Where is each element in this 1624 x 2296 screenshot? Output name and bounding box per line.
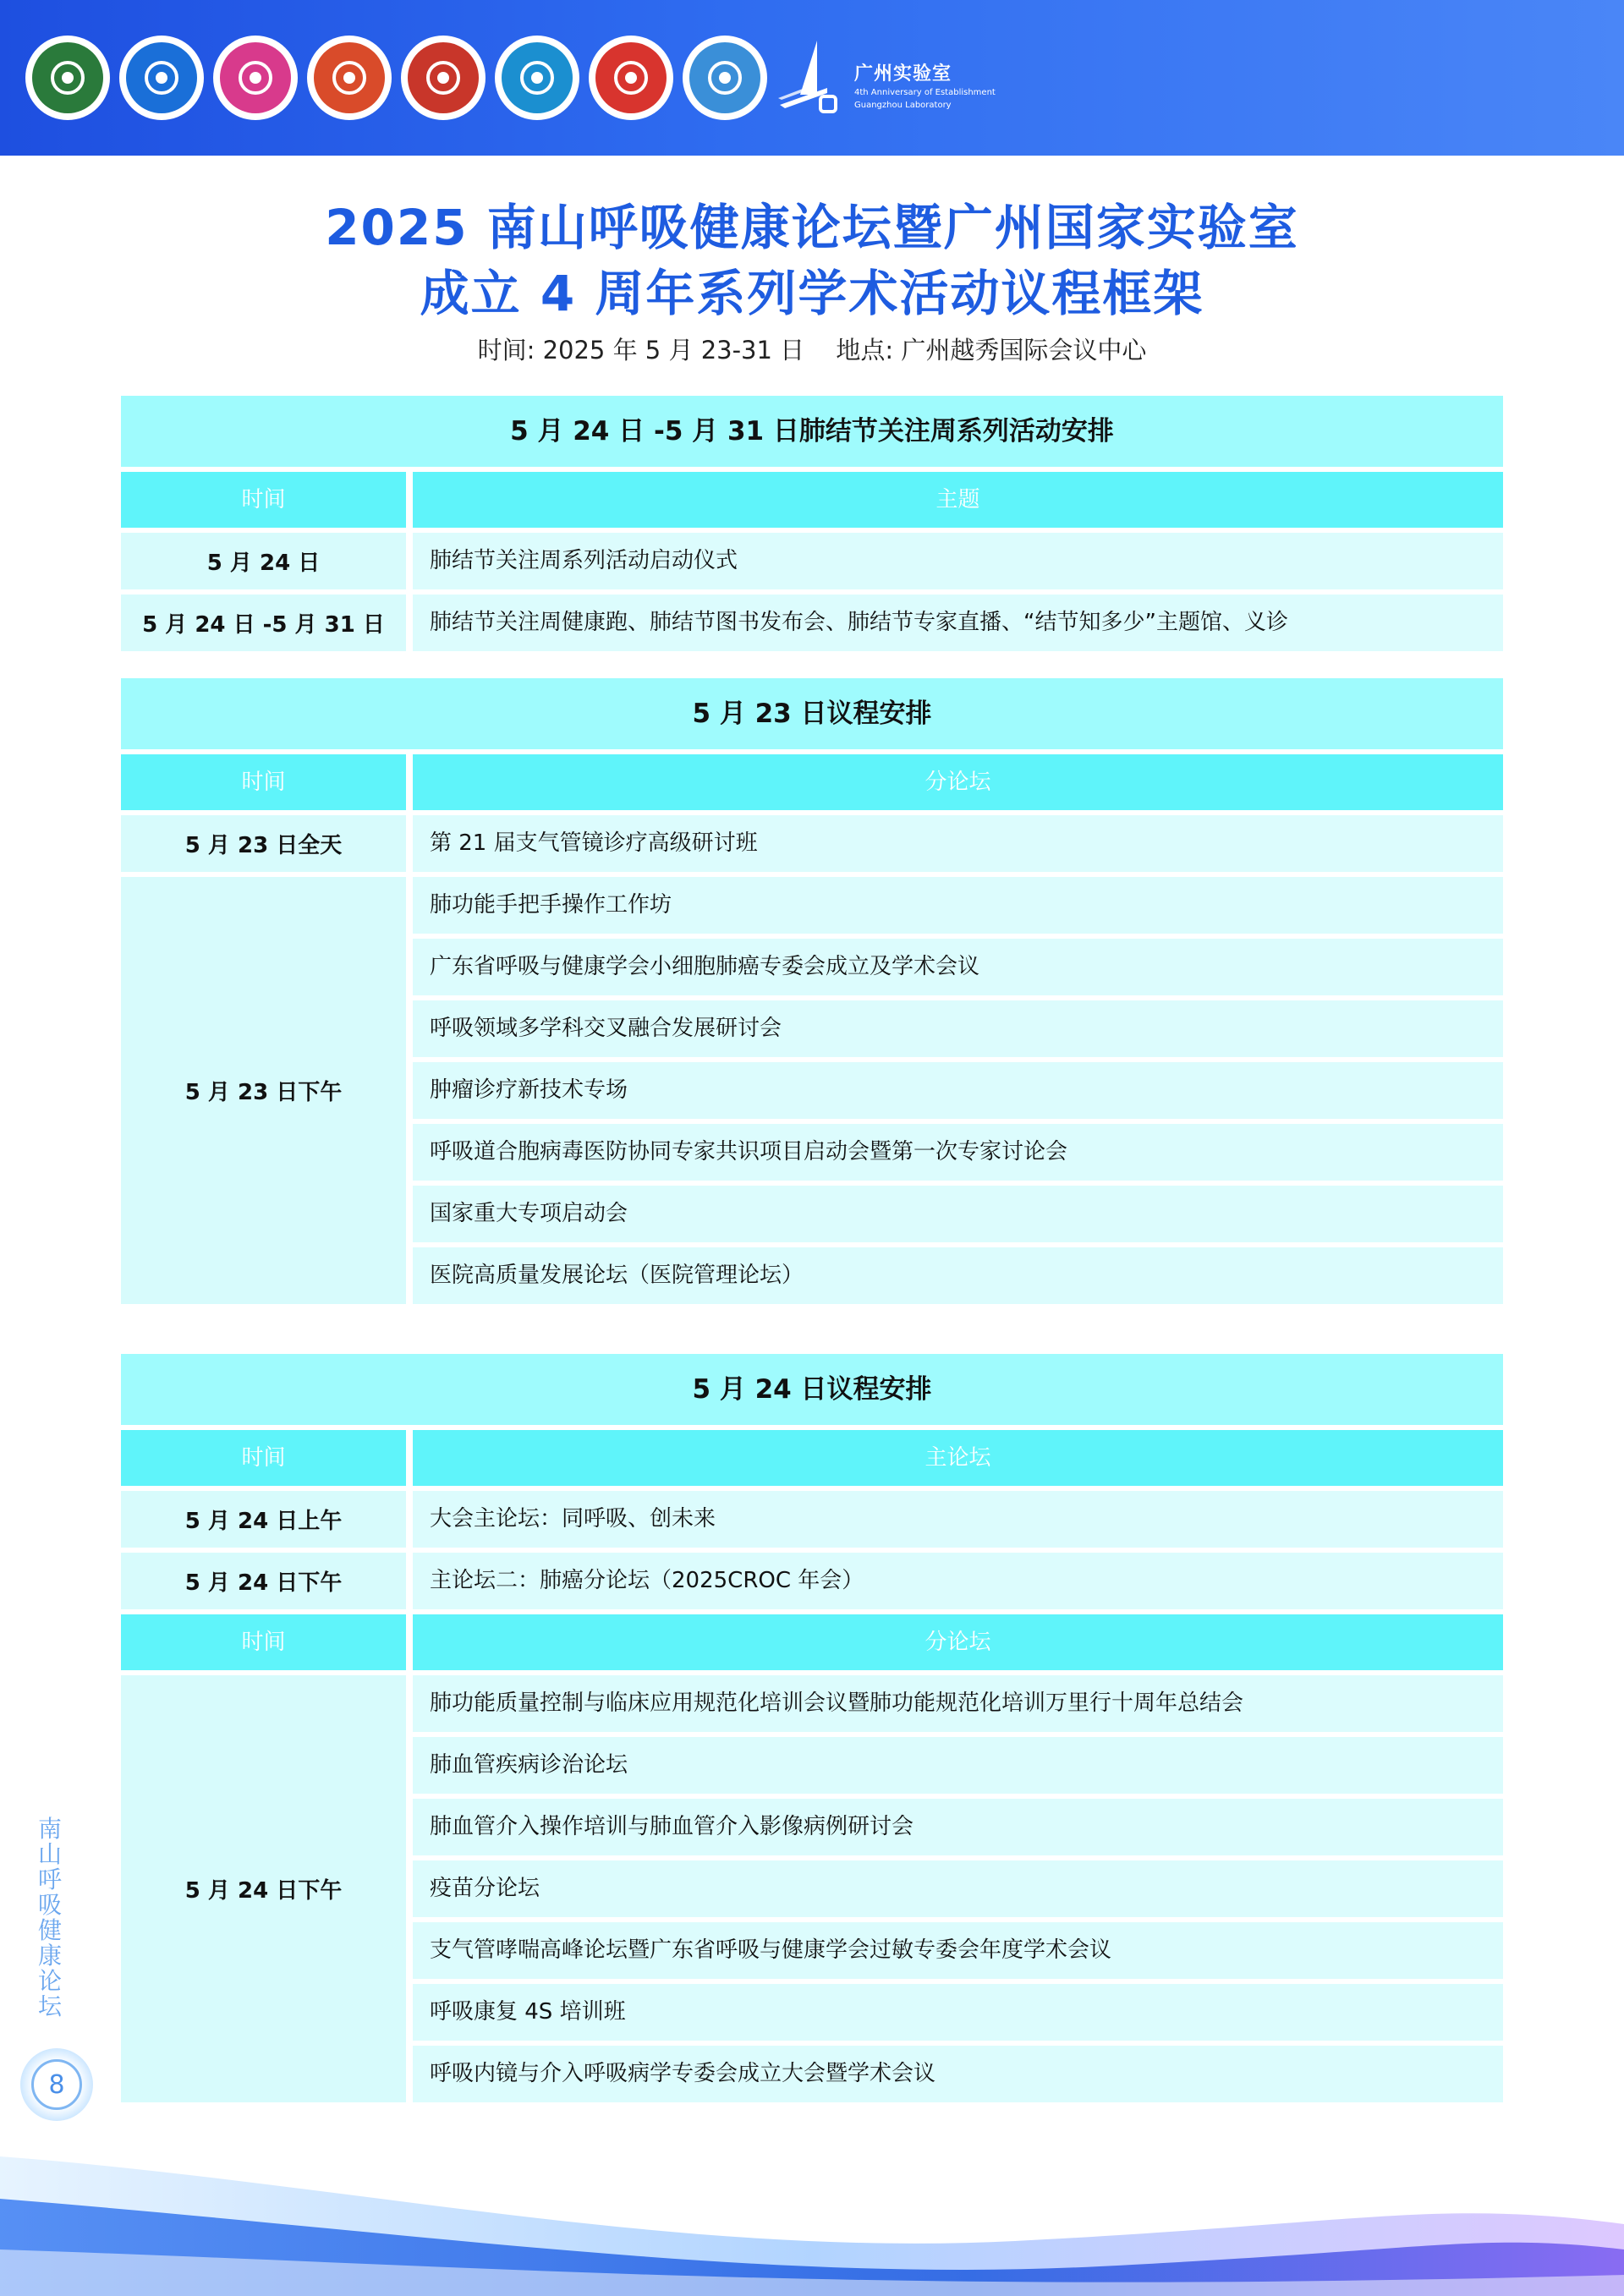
heart-association-emblem-icon bbox=[595, 42, 667, 113]
section-rows bbox=[121, 1675, 1503, 2102]
ncrd-logo bbox=[307, 36, 392, 120]
agenda-item: 肿瘤诊疗新技术专场 bbox=[413, 1062, 1503, 1119]
row-items bbox=[413, 815, 1503, 872]
agenda-item: 主论坛二：肺癌分论坛（2025CROC 年会） bbox=[413, 1553, 1503, 1609]
lab-4th-anniversary-icon bbox=[776, 36, 844, 120]
table-row bbox=[121, 1553, 1503, 1609]
nanshan-respiratory-forum-logo bbox=[25, 36, 110, 120]
column-header bbox=[121, 472, 1503, 528]
row-time: 5 月 23 日下午 bbox=[121, 877, 406, 1304]
table-row bbox=[121, 877, 1503, 1304]
table-row bbox=[121, 1675, 1503, 2102]
section-lung-nodule-week bbox=[121, 396, 1503, 651]
agenda-item: 肺功能手把手操作工作坊 bbox=[413, 877, 1503, 934]
row-items bbox=[413, 877, 1503, 1304]
section-may-23 bbox=[121, 678, 1503, 1304]
event-time: 时间: 2025 年 5 月 23-31 日 bbox=[477, 336, 805, 364]
page-number: 8 bbox=[31, 2059, 82, 2110]
nanshan-respiratory-forum-emblem-icon bbox=[32, 42, 103, 113]
table-row bbox=[121, 815, 1503, 872]
section-may-24 bbox=[121, 1354, 1503, 2102]
section-heading: 5 月 24 日 -5 月 31 日肺结节关注周系列活动安排 bbox=[121, 396, 1503, 467]
girh-logo bbox=[683, 36, 767, 120]
column-time: 时间 bbox=[121, 1430, 406, 1486]
page-title-line1: 2025 南山呼吸健康论坛暨广州国家实验室 bbox=[325, 199, 1299, 256]
column-header bbox=[121, 754, 1503, 810]
column-topic: 分论坛 bbox=[413, 754, 1503, 810]
side-label: 南山呼吸健康论坛 bbox=[37, 1815, 62, 2020]
ncrd-emblem-icon bbox=[314, 42, 385, 113]
column-header-sub-forum bbox=[121, 1614, 1503, 1670]
agenda-item: 医院高质量发展论坛（医院管理论坛） bbox=[413, 1247, 1503, 1304]
lab-label bbox=[854, 59, 996, 111]
grhh-logo bbox=[213, 36, 298, 120]
agenda-item: 大会主论坛：同呼吸、创未来 bbox=[413, 1491, 1503, 1548]
agenda-item: 支气管哮喘高峰论坛暨广东省呼吸与健康学会过敏专委会年度学术会议 bbox=[413, 1922, 1503, 1979]
decorative-wave bbox=[0, 2131, 1624, 2296]
section-rows bbox=[121, 533, 1503, 651]
lab-subtitle-2: Guangzhou Laboratory bbox=[854, 101, 952, 110]
column-topic: 主论坛 bbox=[413, 1430, 1503, 1486]
page-number-badge bbox=[20, 2048, 93, 2121]
table-row bbox=[121, 533, 1503, 589]
girh-emblem-icon bbox=[689, 42, 760, 113]
row-time: 5 月 24 日上午 bbox=[121, 1491, 406, 1548]
row-time: 5 月 24 日 -5 月 31 日 bbox=[121, 595, 406, 651]
agenda-item: 肺结节关注周健康跑、肺结节图书发布会、肺结节专家直播、“结节知多少”主题馆、义诊 bbox=[413, 595, 1503, 651]
column-time: 时间 bbox=[121, 472, 406, 528]
society-emblem-logo bbox=[401, 36, 486, 120]
agenda-item: 第 21 届支气管镜诊疗高级研讨班 bbox=[413, 815, 1503, 872]
row-items bbox=[413, 533, 1503, 589]
header-band bbox=[0, 0, 1624, 156]
q-logo-logo bbox=[119, 36, 204, 120]
section-heading: 5 月 24 日议程安排 bbox=[121, 1354, 1503, 1425]
column-topic: 主题 bbox=[413, 472, 1503, 528]
agenda-item: 呼吸道合胞病毒医防协同专家共识项目启动会暨第一次专家讨论会 bbox=[413, 1124, 1503, 1181]
column-header bbox=[121, 1430, 1503, 1486]
spiral-emblem-icon bbox=[502, 42, 573, 113]
row-time: 5 月 24 日 bbox=[121, 533, 406, 589]
row-items bbox=[413, 1675, 1503, 2102]
column-topic: 分论坛 bbox=[413, 1614, 1503, 1670]
q-logo-emblem-icon bbox=[126, 42, 197, 113]
lab-name: 广州实验室 bbox=[854, 63, 952, 85]
row-items bbox=[413, 595, 1503, 651]
row-items bbox=[413, 1553, 1503, 1609]
spiral-logo bbox=[495, 36, 579, 120]
section-rows bbox=[121, 815, 1503, 1304]
agenda-item: 国家重大专项启动会 bbox=[413, 1186, 1503, 1242]
column-time: 时间 bbox=[121, 754, 406, 810]
agenda-item: 肺血管疾病诊治论坛 bbox=[413, 1737, 1503, 1794]
row-time: 5 月 24 日下午 bbox=[121, 1675, 406, 2102]
agenda-item: 呼吸康复 4S 培训班 bbox=[413, 1984, 1503, 2041]
agenda-item: 肺血管介入操作培训与肺血管介入影像病例研讨会 bbox=[413, 1799, 1503, 1855]
grhh-emblem-icon bbox=[220, 42, 291, 113]
row-items bbox=[413, 1491, 1503, 1548]
agenda-item: 肺功能质量控制与临床应用规范化培训会议暨肺功能规范化培训万里行十周年总结会 bbox=[413, 1675, 1503, 1732]
row-time: 5 月 24 日下午 bbox=[121, 1553, 406, 1609]
agenda-item: 呼吸领域多学科交叉融合发展研讨会 bbox=[413, 1000, 1503, 1057]
table-row bbox=[121, 1491, 1503, 1548]
agenda-item: 呼吸内镜与介入呼吸病学专委会成立大会暨学术会议 bbox=[413, 2046, 1503, 2102]
table-row bbox=[121, 595, 1503, 651]
page-title-line2: 成立 4 周年系列学术活动议程框架 bbox=[420, 265, 1204, 322]
row-time: 5 月 23 日全天 bbox=[121, 815, 406, 872]
event-info bbox=[0, 332, 1624, 366]
lab-subtitle-1: 4th Anniversary of Establishment bbox=[854, 88, 996, 97]
heart-association-logo bbox=[589, 36, 673, 120]
column-time: 时间 bbox=[121, 1614, 406, 1670]
section-rows bbox=[121, 1491, 1503, 1609]
agenda-item: 肺结节关注周系列活动启动仪式 bbox=[413, 533, 1503, 589]
event-place: 地点: 广州越秀国际会议中心 bbox=[836, 336, 1147, 364]
section-heading: 5 月 23 日议程安排 bbox=[121, 678, 1503, 749]
society-emblem-emblem-icon bbox=[408, 42, 479, 113]
agenda-item: 疫苗分论坛 bbox=[413, 1860, 1503, 1917]
agenda-item: 广东省呼吸与健康学会小细胞肺癌专委会成立及学术会议 bbox=[413, 939, 1503, 995]
